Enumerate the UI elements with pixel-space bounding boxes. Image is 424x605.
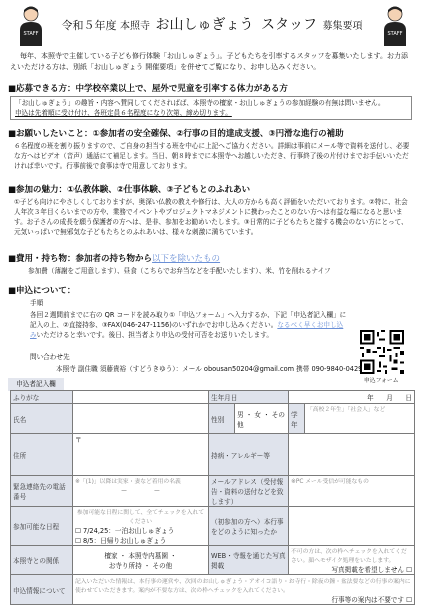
info-consent: 記入いただいた情報は、本行事の運営や、次回のお山しゅぎょう・アオイコ語り・お寺行・除夜の鐘・盆法要などの行事の案内に使わせていただきます。案内が不要な方は、次の枠へチェックを入れてください。 行事等の案内は不要です ☐ bbox=[73, 575, 415, 605]
apply-early-link[interactable]: なるべく早くお申し込み bbox=[30, 321, 344, 339]
cost-text: 参加費（薄謝をご用意します）、昼食（こちらでお弁当などを手配いたします）、米、竹を削れるナイフ bbox=[28, 267, 331, 275]
info-label: 申込情報について bbox=[11, 575, 73, 605]
appeal-text: ①子ども向けにやさしくしておりますが、奥深い仏教の教えや修行は、大人の方からも高く評価をいただいております。②特に、社会人年次３年目くらいまでの方や、業務でイベントやプロジェクトマネジメントに携わったことのない方へは有益な場になると思います。お子さんの成長を願う保護者の方へは、是非、参加をお勧めいたします。③日常的に子どもたちと接する機会のない方にとって、元気いっぱいで無邪気な子どもたちとのふれあいは、様々な刺激に満ちています。 bbox=[14, 198, 408, 236]
section-appeal-title: ■参加の魅力：①仏教体験、②仕事体験、③子どもとのふれあい bbox=[8, 185, 251, 195]
name-label: 氏名 bbox=[11, 404, 73, 434]
date2-option[interactable]: ☐ 8/5：日帰りお山しゅぎょう bbox=[75, 537, 167, 545]
photo-label: WEB・寺報を通じた写真掲載 bbox=[209, 546, 289, 575]
emergency-hint: ※「(1)」以降は実家・妻など着用の名義 bbox=[75, 479, 181, 485]
relation-label: 本照寺との関係 bbox=[11, 546, 73, 575]
svg-text:STAFF: STAFF bbox=[387, 31, 403, 37]
eligibility-box bbox=[10, 96, 412, 120]
qr-caption: 申込フォーム bbox=[364, 378, 399, 384]
info-checkbox[interactable]: 行事等の案内は不要です ☐ bbox=[331, 595, 412, 604]
svg-text:STAFF: STAFF bbox=[23, 31, 39, 37]
furigana-input[interactable] bbox=[73, 391, 209, 404]
section-eligibility-title: ■応募できる方：中学校卒業以上で、屋外で児童を引率する体力がある方 bbox=[8, 84, 288, 94]
gender-options[interactable]: 男 ・ 女 ・ その他 bbox=[235, 404, 289, 434]
relation-options[interactable]: 檀家 ・ 本照寺内墓園 ・ お寺り所持 ・ その他 bbox=[73, 546, 209, 575]
contact-text: 本照寺 副住職 須藤貴裕（すどうきゆう）：メール obousan50204@gmail.com 携帯 090-9840-0429 bbox=[56, 365, 363, 373]
photo-consent: 不可の方は、次の枠へチェックを入れてください。顔へモザイク処理をいたします。 写真掲載を希望しません ☐ bbox=[289, 546, 415, 575]
application-form bbox=[10, 390, 415, 605]
allergy-label: 持病・アレルギー等 bbox=[209, 434, 289, 476]
grade-label: 学年 bbox=[289, 404, 305, 434]
eligibility-text: 「お山しゅぎょう」の趣旨・内容へ賛同してくださればば、本照寺の檀家・お山しゅぎょうの参加経験の有無は問いません。 bbox=[15, 99, 385, 107]
photo-checkbox[interactable]: 写真掲載を希望しません ☐ bbox=[331, 566, 412, 574]
emergency-label: 緊急連絡先の電話番号 bbox=[11, 476, 73, 507]
address-input[interactable]: 〒 bbox=[73, 434, 209, 476]
gender-label: 性別 bbox=[209, 404, 235, 434]
dates-label: 参加可能な日程 bbox=[11, 507, 73, 546]
section-duties-title: ■お願いしたいこと：①参加者の安全確保、②行事の目的達成支援、③円滑な進行の補助 bbox=[8, 129, 344, 139]
form-title: 申込者記入欄 bbox=[8, 378, 64, 391]
birthday-input[interactable]: 年 月 日 bbox=[289, 391, 415, 404]
eligibility-note: 申込は先着順に受け付け、各班定員６名程度になり次第、締め切ります。 bbox=[15, 109, 232, 117]
section-cost-title: ■費用・持ち物：参加者の持ち物から以下を除いたもの bbox=[8, 254, 221, 264]
name-input[interactable] bbox=[73, 404, 209, 434]
emergency-input[interactable]: ※「(1)」以降は実家・妻など着用の名義 － － bbox=[73, 476, 209, 507]
procedure-label: 手順 bbox=[30, 299, 44, 307]
birthday-label: 生年月日 bbox=[209, 391, 289, 404]
contact-label: 問い合わせ先 bbox=[30, 353, 70, 361]
first-time-input[interactable] bbox=[289, 507, 415, 546]
dates-options: 参加可能な日程に関して、全てチェックを入れてください ☐ 7/24,25：一泊お山しゅぎょう ☐ 8/5：日帰りお山しゅぎょう bbox=[73, 507, 209, 546]
first-time-label: （初参加の方へ）本行事をどのように知ったか bbox=[209, 507, 289, 546]
page-title: 令和５年度 本照寺 お山しゅぎょう スタッフ 募集要項 bbox=[61, 17, 363, 33]
section-apply-title: ■申込について： bbox=[8, 286, 76, 296]
furigana-label: ふりがな bbox=[11, 391, 73, 404]
intro-text: 毎年、本照寺で主催している子ども修行体験「お山しゅぎょう」。子どもたちを引率するスタッフを募集いたします。お力添えいただける方は、別紙「お山しゅぎょう 開催要項」を併せてご覧になり、お申し込みください。 bbox=[10, 52, 408, 71]
cost-link[interactable]: 以下を除いたもの bbox=[152, 254, 221, 264]
duties-text: ６名程度の班を割り振りますので、ご自身の担当する班を中心に上記へご協力ください。詳細は事前にメール等で資料を送付し、必要な方へはビデオ（音声）通話にて補足します。当日、朝８時までに本照寺へお越しいただき、行事終了後の片付けまでお手伝いいただければ幸いです。行事前後で食事は寺で用意しております。 bbox=[14, 142, 410, 170]
email-label: メールアドレス（受付報告・資料の送付などを致します） bbox=[209, 476, 289, 507]
grade-input[interactable]: 「高校２年生」「社会人」など bbox=[305, 404, 415, 434]
procedure-text: 各回２週間前までに右の QR コードを読み取り①「申込フォーム」へ入力するか、下記「申込者記入欄」に記入の上、②直接持参、③FAX(046-247-1156)のいずれかでお申し込みください。なるべく早くお申し込みいただけると幸いです。後日、担当者より申込の受付可否をお送りいたします。 bbox=[30, 311, 347, 339]
address-label: 住所 bbox=[11, 434, 73, 476]
qr-code[interactable] bbox=[360, 330, 404, 374]
date1-option[interactable]: ☐ 7/24,25：一泊お山しゅぎょう bbox=[75, 527, 175, 535]
allergy-input[interactable] bbox=[289, 434, 415, 476]
email-input[interactable]: ※PC メール受信が可能なもの bbox=[289, 476, 415, 507]
